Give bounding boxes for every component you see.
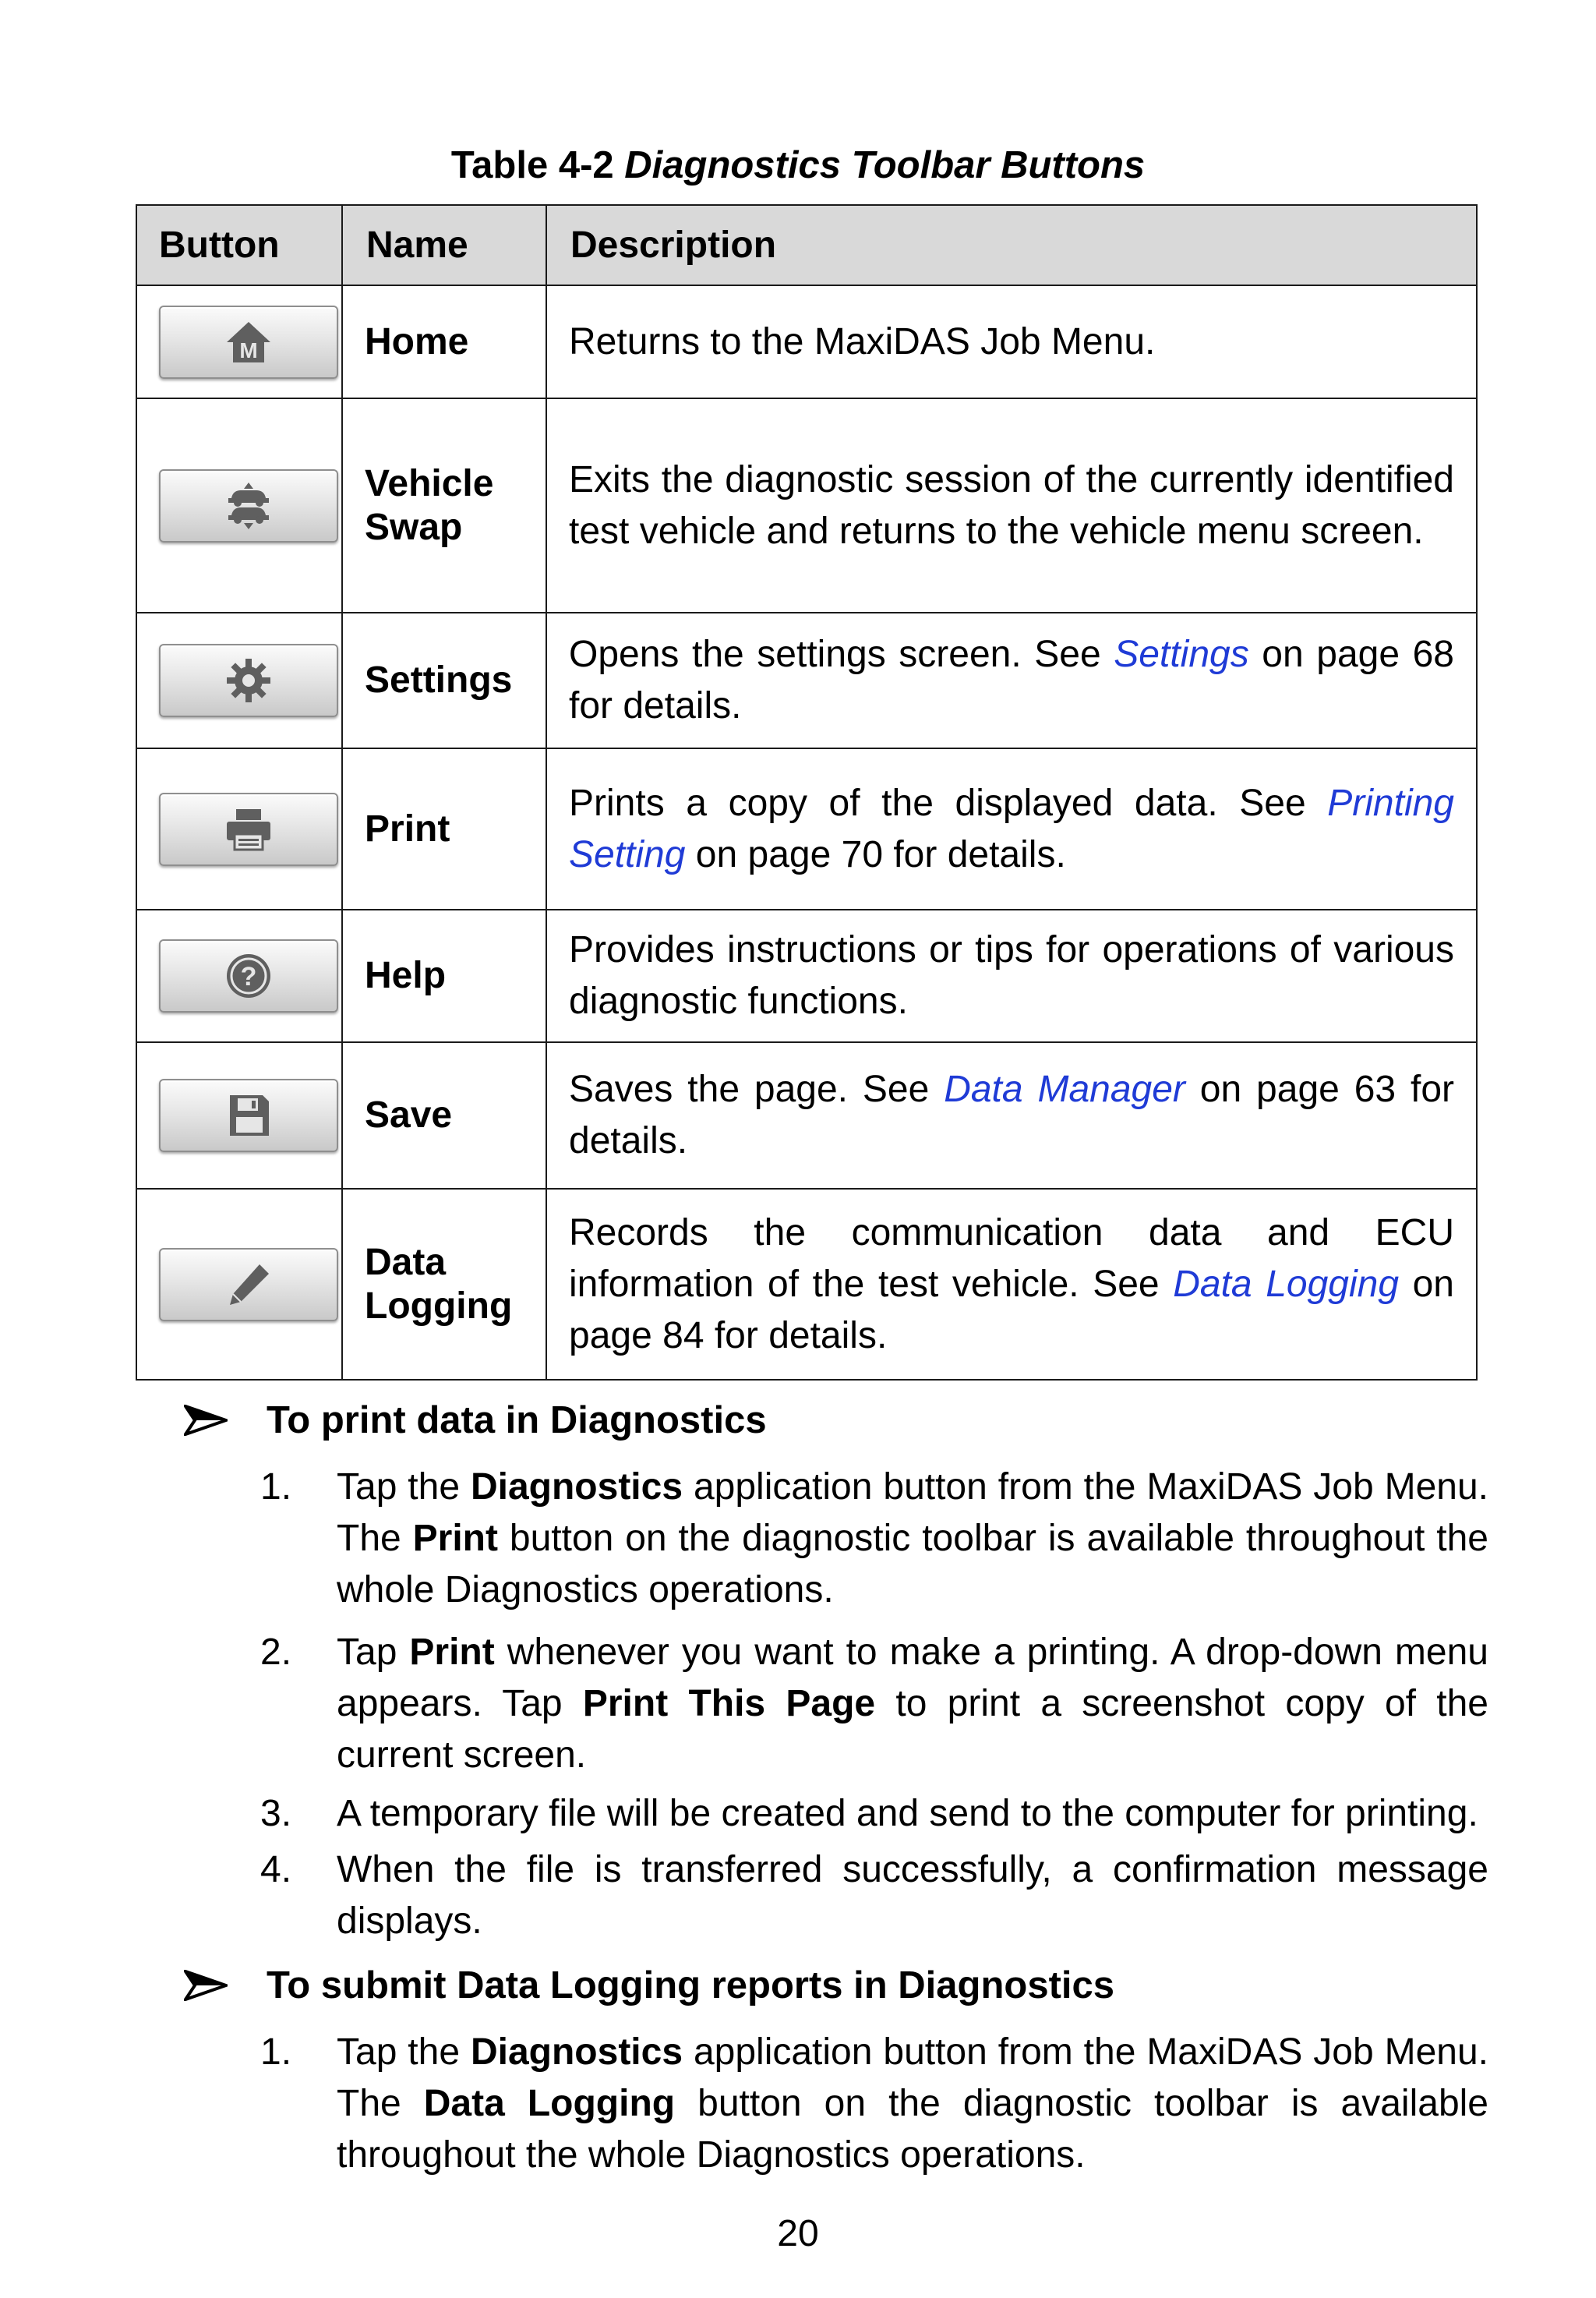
settings-button[interactable]	[159, 644, 338, 717]
row-description: Saves the page. See Data Manager on page 63 for details.	[546, 1042, 1477, 1189]
data-manager-link[interactable]: Data Manager	[944, 1069, 1185, 1110]
printer-icon	[224, 804, 274, 854]
section-heading-print: To print data in Diagnostics	[184, 1396, 767, 1444]
row-name: Data Logging	[342, 1189, 546, 1380]
table-row-help	[136, 910, 1477, 1042]
section-heading-data-logging: To submit Data Logging reports in Diagnostics	[184, 1961, 1114, 2010]
svg-text:M: M	[239, 338, 258, 362]
table-row-data-logging	[136, 1189, 1477, 1380]
data-logging-button[interactable]	[159, 1248, 338, 1321]
row-description: Provides instructions or tips for operations of various diagnostic functions.	[546, 910, 1477, 1042]
header-button: Button	[136, 205, 342, 285]
table-caption	[0, 142, 1596, 189]
manual-page: Table 4-2 Diagnostics Toolbar Buttons Button Name Description M Home Returns to the MaxiDAS Job Menu. Vehicle Swap Exits the diagnostic session of the currently identified test vehicle and returns to the vehicle menu screen. Settings Opens the settings screen. See Settings on page 68 for details. Print Prints a copy of the displayed data. See Printing Setting on page 70 for details. ? Help Provides instructions or tips for operations of various diagnostic functions. Save Saves the page. See Data Manager on page 63 for details. Data Logging Records the communication data and ECU information of the test vehicle. See Data Logging on page 84 for details. To print data in Diagnostics 1. Tap the Diagnostics application button from the MaxiDAS Job Menu. The Print button on the diagnostic toolbar is available throughout the whole Diagnostics operations. 2. Tap Print whenever you want to make a printing. A drop-down menu appears. Tap Print This Page to print a screenshot copy of the current screen. 3. A temporary file will be created and send to the computer for printing. 4. When the file is transferred successfully, a confirmation message displays. To submit Data Logging reports in Diagnostics 1. Tap the Diagnostics application button from the MaxiDAS Job Menu. The Data Logging button on the diagnostic toolbar is available throughout the whole Diagnostics operations. 20	[0, 0, 1596, 2298]
page-number: 20	[777, 2213, 819, 2254]
help-icon	[224, 951, 274, 1001]
home-button[interactable]	[159, 306, 338, 379]
gear-icon	[224, 656, 274, 705]
vehicle-swap-icon	[224, 481, 274, 531]
vehicle-swap-button[interactable]	[159, 469, 338, 543]
data-logging-link[interactable]: Data Logging	[1173, 1263, 1400, 1305]
arrow-bullet-icon	[184, 1970, 228, 2001]
table-header-row	[136, 205, 1477, 285]
row-description: Records the communication data and ECU information of the test vehicle. See Data Logging on page 84 for details.	[546, 1189, 1477, 1380]
row-name: Print	[342, 748, 546, 910]
table-row-home	[136, 285, 1477, 398]
table-row-settings	[136, 613, 1477, 748]
row-description: Opens the settings screen. See Settings on page 68 for details.	[546, 613, 1477, 748]
home-icon	[224, 317, 274, 367]
toolbar-buttons-table	[136, 204, 1478, 1381]
caption-prefix: Table 4-2	[450, 144, 614, 186]
header-name: Name	[342, 205, 546, 285]
save-button[interactable]	[159, 1079, 338, 1152]
row-name: Vehicle Swap	[342, 398, 546, 613]
table-row-save	[136, 1042, 1477, 1189]
table-row-print	[136, 748, 1477, 910]
row-description: Returns to the MaxiDAS Job Menu.	[546, 285, 1477, 398]
help-button[interactable]	[159, 939, 338, 1013]
row-name: Home	[342, 285, 546, 398]
settings-link[interactable]: Settings	[1114, 634, 1249, 675]
caption-title: Diagnostics Toolbar Buttons	[624, 144, 1146, 186]
arrow-bullet-icon	[184, 1405, 228, 1436]
row-description: Exits the diagnostic session of the currently identified test vehicle and returns to the vehicle menu screen.	[546, 398, 1477, 613]
row-name: Help	[342, 910, 546, 1042]
pencil-icon	[224, 1260, 274, 1310]
printing-setting-link[interactable]: Printing Setting	[569, 782, 1454, 875]
row-name: Settings	[342, 613, 546, 748]
row-description: Prints a copy of the displayed data. See Printing Setting on page 70 for details.	[546, 748, 1477, 910]
svg-text:?: ?	[240, 962, 257, 992]
floppy-disk-icon	[224, 1091, 274, 1140]
row-name: Save	[342, 1042, 546, 1189]
print-button[interactable]	[159, 793, 338, 866]
table-row-vehicle-swap	[136, 398, 1477, 613]
header-description: Description	[546, 205, 1477, 285]
